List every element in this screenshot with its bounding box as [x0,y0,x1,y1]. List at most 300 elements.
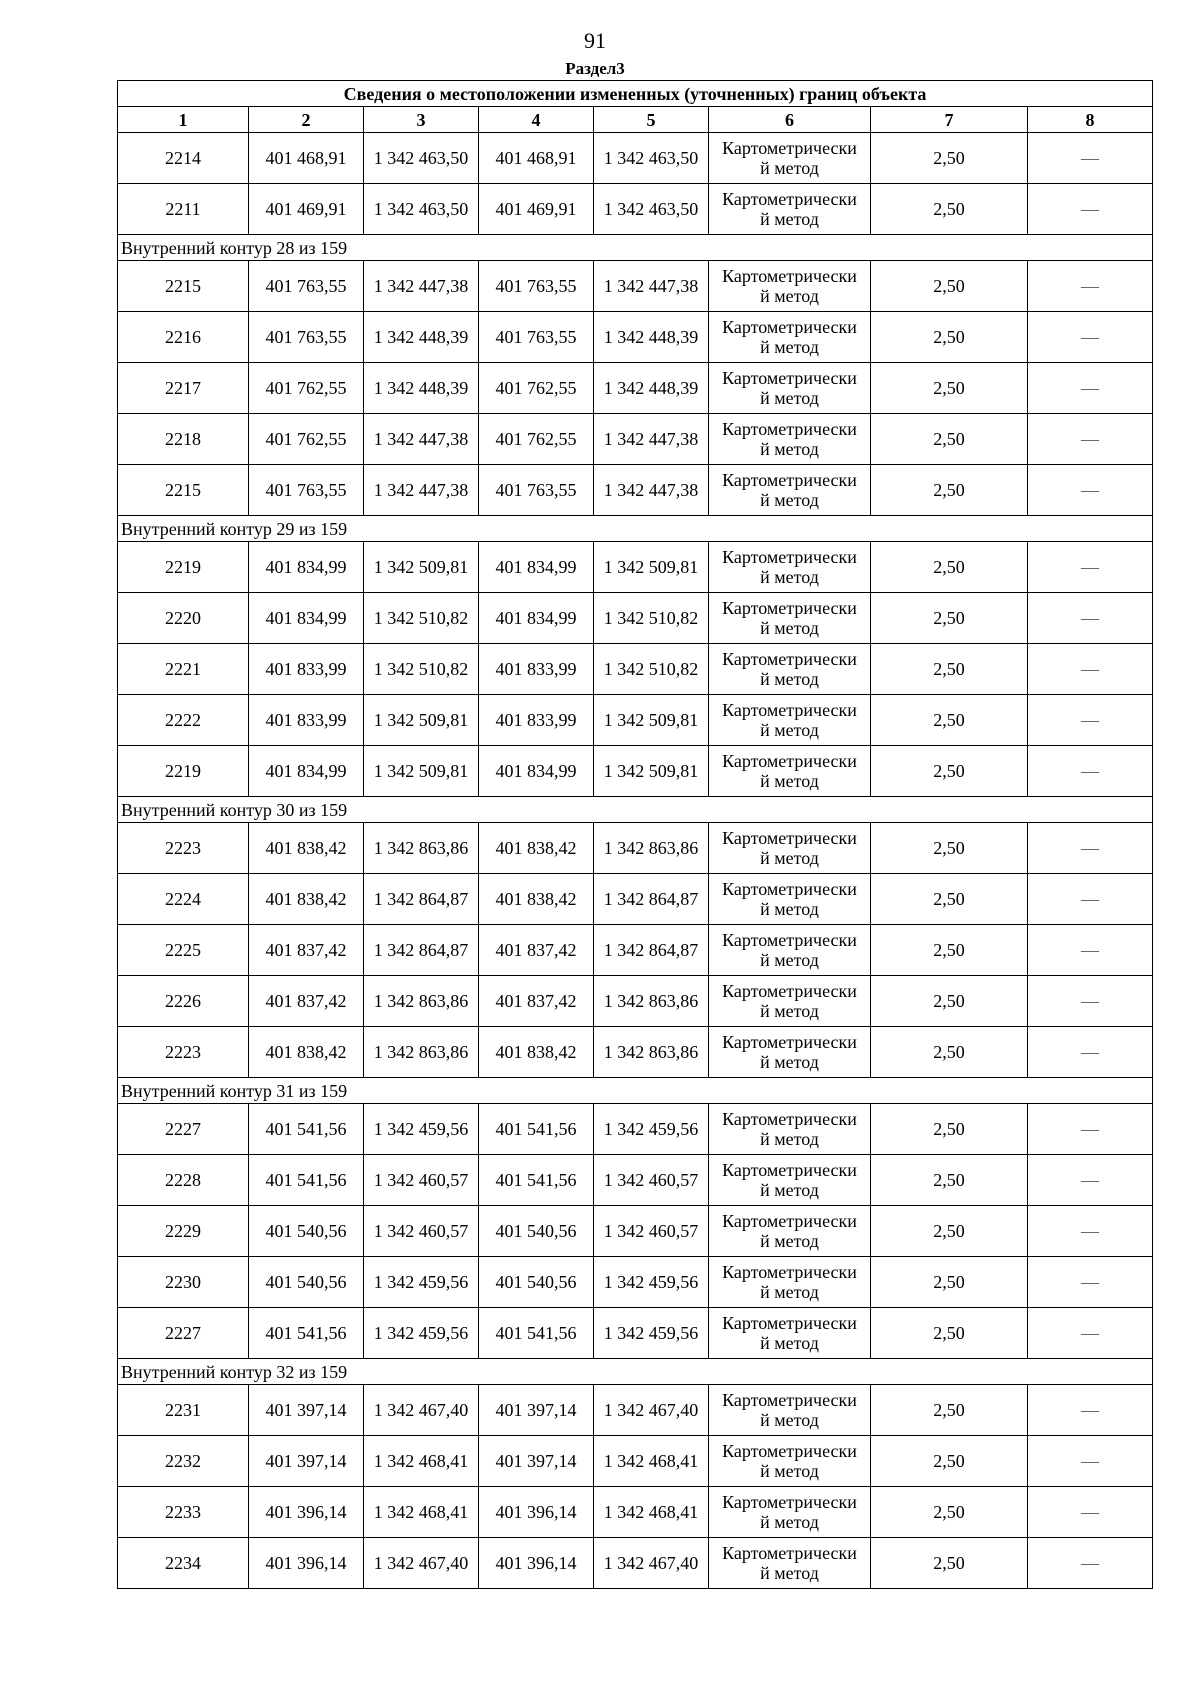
method-line-1: Картометрически [722,879,857,899]
table-row [118,363,1153,414]
column-header-2: 2 [249,107,364,133]
y-new-cell: 1 342 448,39 [594,312,709,363]
y-old-cell: 1 342 459,56 [364,1308,479,1359]
method-cell [709,1538,871,1589]
x-new-cell: 401 396,14 [479,1487,594,1538]
y-new-cell: 1 342 863,86 [594,1027,709,1078]
point-number-cell: 2215 [118,465,249,516]
y-old-cell: 1 342 864,87 [364,925,479,976]
x-new-cell: 401 762,55 [479,363,594,414]
x-new-cell: 401 763,55 [479,465,594,516]
method-cell [709,1436,871,1487]
method-cell [709,695,871,746]
description-cell: — [1028,823,1153,874]
method-line-1: Картометрически [722,751,857,771]
x-new-cell: 401 833,99 [479,644,594,695]
method-line-2: й метод [760,618,819,638]
table-row [118,925,1153,976]
table-row [118,823,1153,874]
point-number-cell: 2226 [118,976,249,1027]
y-new-cell: 1 342 459,56 [594,1257,709,1308]
table-row [118,133,1153,184]
method-line-2: й метод [760,567,819,587]
table-row [118,312,1153,363]
table-row [118,1436,1153,1487]
description-cell: — [1028,133,1153,184]
method-line-1: Картометрически [722,368,857,388]
column-header-7: 7 [871,107,1028,133]
y-old-cell: 1 342 448,39 [364,363,479,414]
method-line-2: й метод [760,848,819,868]
method-line-1: Картометрически [722,189,857,209]
method-cell [709,746,871,797]
y-new-cell: 1 342 447,38 [594,261,709,312]
contour-label: Внутренний контур 31 из 159 [118,1078,1153,1104]
description-cell: — [1028,1027,1153,1078]
x-old-cell: 401 541,56 [249,1104,364,1155]
column-header-4: 4 [479,107,594,133]
description-cell: — [1028,363,1153,414]
point-number-cell: 2231 [118,1385,249,1436]
point-number-cell: 2216 [118,312,249,363]
method-cell [709,1104,871,1155]
y-old-cell: 1 342 467,40 [364,1538,479,1589]
table-row [118,976,1153,1027]
x-new-cell: 401 834,99 [479,593,594,644]
x-old-cell: 401 838,42 [249,1027,364,1078]
description-cell: — [1028,1538,1153,1589]
method-line-1: Картометрически [722,700,857,720]
x-new-cell: 401 838,42 [479,874,594,925]
method-cell [709,874,871,925]
y-old-cell: 1 342 463,50 [364,184,479,235]
method-line-1: Картометрически [722,598,857,618]
x-old-cell: 401 833,99 [249,695,364,746]
y-old-cell: 1 342 863,86 [364,976,479,1027]
column-header-8: 8 [1028,107,1153,133]
x-new-cell: 401 838,42 [479,823,594,874]
description-cell: — [1028,1436,1153,1487]
point-number-cell: 2222 [118,695,249,746]
method-line-1: Картометрически [722,1543,857,1563]
column-header-6: 6 [709,107,871,133]
x-new-cell: 401 540,56 [479,1257,594,1308]
accuracy-cell: 2,50 [871,823,1028,874]
method-cell [709,465,871,516]
y-old-cell: 1 342 468,41 [364,1436,479,1487]
y-new-cell: 1 342 467,40 [594,1385,709,1436]
y-old-cell: 1 342 510,82 [364,593,479,644]
method-line-1: Картометрически [722,1262,857,1282]
description-cell: — [1028,414,1153,465]
x-new-cell: 401 397,14 [479,1436,594,1487]
x-new-cell: 401 396,14 [479,1538,594,1589]
table-body [118,133,1153,1589]
section-label: Раздел3 [565,59,625,78]
method-cell [709,976,871,1027]
method-cell [709,261,871,312]
boundary-coordinates-table [117,80,1153,1589]
method-line-1: Картометрически [722,470,857,490]
page-number: 91 [584,28,606,53]
method-line-1: Картометрически [722,981,857,1001]
method-line-2: й метод [760,1282,819,1302]
x-new-cell: 401 834,99 [479,746,594,797]
point-number-cell: 2211 [118,184,249,235]
method-line-2: й метод [760,439,819,459]
x-new-cell: 401 762,55 [479,414,594,465]
x-old-cell: 401 540,56 [249,1206,364,1257]
y-old-cell: 1 342 460,57 [364,1155,479,1206]
contour-label: Внутренний контур 32 из 159 [118,1359,1153,1385]
y-new-cell: 1 342 447,38 [594,414,709,465]
point-number-cell: 2234 [118,1538,249,1589]
y-old-cell: 1 342 863,86 [364,1027,479,1078]
method-line-1: Картометрически [722,1160,857,1180]
accuracy-cell: 2,50 [871,1308,1028,1359]
point-number-cell: 2223 [118,1027,249,1078]
table-row [118,542,1153,593]
description-cell: — [1028,465,1153,516]
point-number-cell: 2220 [118,593,249,644]
description-cell: — [1028,261,1153,312]
x-new-cell: 401 838,42 [479,1027,594,1078]
x-old-cell: 401 834,99 [249,593,364,644]
method-line-2: й метод [760,1512,819,1532]
point-number-cell: 2227 [118,1104,249,1155]
method-cell [709,823,871,874]
contour-label: Внутренний контур 29 из 159 [118,516,1153,542]
description-cell: — [1028,644,1153,695]
point-number-cell: 2224 [118,874,249,925]
method-line-2: й метод [760,899,819,919]
x-new-cell: 401 834,99 [479,542,594,593]
method-cell [709,133,871,184]
x-old-cell: 401 834,99 [249,542,364,593]
x-old-cell: 401 763,55 [249,312,364,363]
method-line-1: Картометрически [722,1313,857,1333]
method-line-1: Картометрически [722,1211,857,1231]
x-old-cell: 401 468,91 [249,133,364,184]
table-row [118,1104,1153,1155]
accuracy-cell: 2,50 [871,133,1028,184]
contour-row [118,516,1153,542]
method-line-2: й метод [760,209,819,229]
contour-row [118,235,1153,261]
method-cell [709,1206,871,1257]
description-cell: — [1028,593,1153,644]
table-row [118,465,1153,516]
contour-row [118,1078,1153,1104]
method-line-2: й метод [760,337,819,357]
y-new-cell: 1 342 864,87 [594,874,709,925]
y-new-cell: 1 342 468,41 [594,1436,709,1487]
method-cell [709,1257,871,1308]
x-old-cell: 401 834,99 [249,746,364,797]
accuracy-cell: 2,50 [871,695,1028,746]
x-old-cell: 401 837,42 [249,925,364,976]
method-cell [709,925,871,976]
accuracy-cell: 2,50 [871,414,1028,465]
table-row [118,414,1153,465]
y-new-cell: 1 342 509,81 [594,695,709,746]
description-cell: — [1028,1385,1153,1436]
y-old-cell: 1 342 510,82 [364,644,479,695]
method-line-2: й метод [760,1333,819,1353]
x-new-cell: 401 541,56 [479,1308,594,1359]
accuracy-cell: 2,50 [871,593,1028,644]
y-new-cell: 1 342 863,86 [594,823,709,874]
description-cell: — [1028,1206,1153,1257]
method-line-2: й метод [760,1461,819,1481]
method-cell [709,1487,871,1538]
accuracy-cell: 2,50 [871,261,1028,312]
accuracy-cell: 2,50 [871,874,1028,925]
method-line-2: й метод [760,1052,819,1072]
contour-row [118,797,1153,823]
x-new-cell: 401 763,55 [479,261,594,312]
method-line-1: Картометрически [722,1492,857,1512]
y-old-cell: 1 342 448,39 [364,312,479,363]
accuracy-cell: 2,50 [871,1027,1028,1078]
method-cell [709,363,871,414]
y-old-cell: 1 342 509,81 [364,542,479,593]
method-line-2: й метод [760,771,819,791]
x-old-cell: 401 397,14 [249,1436,364,1487]
method-cell [709,184,871,235]
method-line-1: Картометрически [722,419,857,439]
method-line-1: Картометрически [722,930,857,950]
accuracy-cell: 2,50 [871,644,1028,695]
accuracy-cell: 2,50 [871,184,1028,235]
y-old-cell: 1 342 863,86 [364,823,479,874]
x-old-cell: 401 837,42 [249,976,364,1027]
description-cell: — [1028,976,1153,1027]
x-new-cell: 401 469,91 [479,184,594,235]
accuracy-cell: 2,50 [871,1436,1028,1487]
method-cell [709,1308,871,1359]
method-cell [709,312,871,363]
accuracy-cell: 2,50 [871,1206,1028,1257]
description-cell: — [1028,1155,1153,1206]
x-old-cell: 401 397,14 [249,1385,364,1436]
accuracy-cell: 2,50 [871,312,1028,363]
method-line-1: Картометрически [722,649,857,669]
method-line-1: Картометрически [722,828,857,848]
method-line-1: Картометрически [722,138,857,158]
x-old-cell: 401 763,55 [249,465,364,516]
description-cell: — [1028,925,1153,976]
x-old-cell: 401 396,14 [249,1487,364,1538]
point-number-cell: 2227 [118,1308,249,1359]
method-line-2: й метод [760,1001,819,1021]
method-cell [709,542,871,593]
contour-label: Внутренний контур 28 из 159 [118,235,1153,261]
accuracy-cell: 2,50 [871,746,1028,797]
table-row [118,1257,1153,1308]
x-old-cell: 401 541,56 [249,1308,364,1359]
y-new-cell: 1 342 448,39 [594,363,709,414]
method-line-2: й метод [760,720,819,740]
description-cell: — [1028,1487,1153,1538]
description-cell: — [1028,542,1153,593]
table-row [118,1155,1153,1206]
method-line-1: Картометрически [722,547,857,567]
table-row [118,1487,1153,1538]
x-new-cell: 401 837,42 [479,976,594,1027]
y-new-cell: 1 342 459,56 [594,1308,709,1359]
table-row [118,1027,1153,1078]
description-cell: — [1028,695,1153,746]
method-line-1: Картометрически [722,1441,857,1461]
y-new-cell: 1 342 460,57 [594,1155,709,1206]
description-cell: — [1028,1104,1153,1155]
y-old-cell: 1 342 509,81 [364,695,479,746]
method-line-2: й метод [760,490,819,510]
point-number-cell: 2233 [118,1487,249,1538]
y-old-cell: 1 342 468,41 [364,1487,479,1538]
x-old-cell: 401 762,55 [249,363,364,414]
point-number-cell: 2228 [118,1155,249,1206]
description-cell: — [1028,874,1153,925]
x-new-cell: 401 468,91 [479,133,594,184]
y-old-cell: 1 342 459,56 [364,1104,479,1155]
method-line-2: й метод [760,286,819,306]
accuracy-cell: 2,50 [871,363,1028,414]
table-row [118,1538,1153,1589]
method-cell [709,1027,871,1078]
table-row [118,184,1153,235]
point-number-cell: 2230 [118,1257,249,1308]
accuracy-cell: 2,50 [871,542,1028,593]
accuracy-cell: 2,50 [871,976,1028,1027]
x-new-cell: 401 540,56 [479,1206,594,1257]
table-row [118,644,1153,695]
y-new-cell: 1 342 509,81 [594,542,709,593]
table-title: Сведения о местоположении измененных (уточненных) границ объекта [118,81,1153,107]
accuracy-cell: 2,50 [871,925,1028,976]
x-old-cell: 401 541,56 [249,1155,364,1206]
accuracy-cell: 2,50 [871,465,1028,516]
y-old-cell: 1 342 447,38 [364,465,479,516]
x-old-cell: 401 762,55 [249,414,364,465]
point-number-cell: 2219 [118,746,249,797]
method-line-2: й метод [760,669,819,689]
y-old-cell: 1 342 864,87 [364,874,479,925]
y-new-cell: 1 342 509,81 [594,746,709,797]
y-new-cell: 1 342 864,87 [594,925,709,976]
method-cell [709,1385,871,1436]
column-header-3: 3 [364,107,479,133]
method-cell [709,1155,871,1206]
table-row [118,1206,1153,1257]
table-row [118,874,1153,925]
point-number-cell: 2217 [118,363,249,414]
x-old-cell: 401 838,42 [249,874,364,925]
description-cell: — [1028,1257,1153,1308]
method-line-1: Картометрически [722,317,857,337]
description-cell: — [1028,312,1153,363]
x-old-cell: 401 540,56 [249,1257,364,1308]
y-new-cell: 1 342 463,50 [594,133,709,184]
accuracy-cell: 2,50 [871,1487,1028,1538]
x-new-cell: 401 837,42 [479,925,594,976]
method-line-1: Картометрически [722,266,857,286]
method-line-2: й метод [760,950,819,970]
y-old-cell: 1 342 463,50 [364,133,479,184]
table-row [118,1385,1153,1436]
y-old-cell: 1 342 460,57 [364,1206,479,1257]
method-line-2: й метод [760,1410,819,1430]
method-line-1: Картометрически [722,1390,857,1410]
x-old-cell: 401 833,99 [249,644,364,695]
x-old-cell: 401 763,55 [249,261,364,312]
method-line-2: й метод [760,388,819,408]
y-old-cell: 1 342 467,40 [364,1385,479,1436]
y-new-cell: 1 342 460,57 [594,1206,709,1257]
point-number-cell: 2232 [118,1436,249,1487]
y-new-cell: 1 342 463,50 [594,184,709,235]
y-old-cell: 1 342 459,56 [364,1257,479,1308]
point-number-cell: 2215 [118,261,249,312]
y-old-cell: 1 342 509,81 [364,746,479,797]
method-line-2: й метод [760,1129,819,1149]
y-new-cell: 1 342 510,82 [594,644,709,695]
point-number-cell: 2229 [118,1206,249,1257]
method-cell [709,593,871,644]
description-cell: — [1028,1308,1153,1359]
y-old-cell: 1 342 447,38 [364,414,479,465]
point-number-cell: 2218 [118,414,249,465]
accuracy-cell: 2,50 [871,1257,1028,1308]
y-old-cell: 1 342 447,38 [364,261,479,312]
y-new-cell: 1 342 447,38 [594,465,709,516]
method-line-2: й метод [760,158,819,178]
table-row [118,746,1153,797]
x-new-cell: 401 833,99 [479,695,594,746]
table-row [118,261,1153,312]
point-number-cell: 2219 [118,542,249,593]
accuracy-cell: 2,50 [871,1155,1028,1206]
method-line-2: й метод [760,1231,819,1251]
method-line-1: Картометрически [722,1032,857,1052]
column-header-1: 1 [118,107,249,133]
point-number-cell: 2221 [118,644,249,695]
table-row [118,695,1153,746]
x-old-cell: 401 396,14 [249,1538,364,1589]
contour-label: Внутренний контур 30 из 159 [118,797,1153,823]
point-number-cell: 2225 [118,925,249,976]
x-old-cell: 401 469,91 [249,184,364,235]
column-header-5: 5 [594,107,709,133]
contour-row [118,1359,1153,1385]
y-new-cell: 1 342 468,41 [594,1487,709,1538]
y-new-cell: 1 342 863,86 [594,976,709,1027]
y-new-cell: 1 342 510,82 [594,593,709,644]
accuracy-cell: 2,50 [871,1538,1028,1589]
x-old-cell: 401 838,42 [249,823,364,874]
method-line-2: й метод [760,1180,819,1200]
method-cell [709,644,871,695]
description-cell: — [1028,184,1153,235]
accuracy-cell: 2,50 [871,1385,1028,1436]
y-new-cell: 1 342 467,40 [594,1538,709,1589]
point-number-cell: 2223 [118,823,249,874]
x-new-cell: 401 541,56 [479,1104,594,1155]
method-line-2: й метод [760,1563,819,1583]
x-new-cell: 401 541,56 [479,1155,594,1206]
method-cell [709,414,871,465]
